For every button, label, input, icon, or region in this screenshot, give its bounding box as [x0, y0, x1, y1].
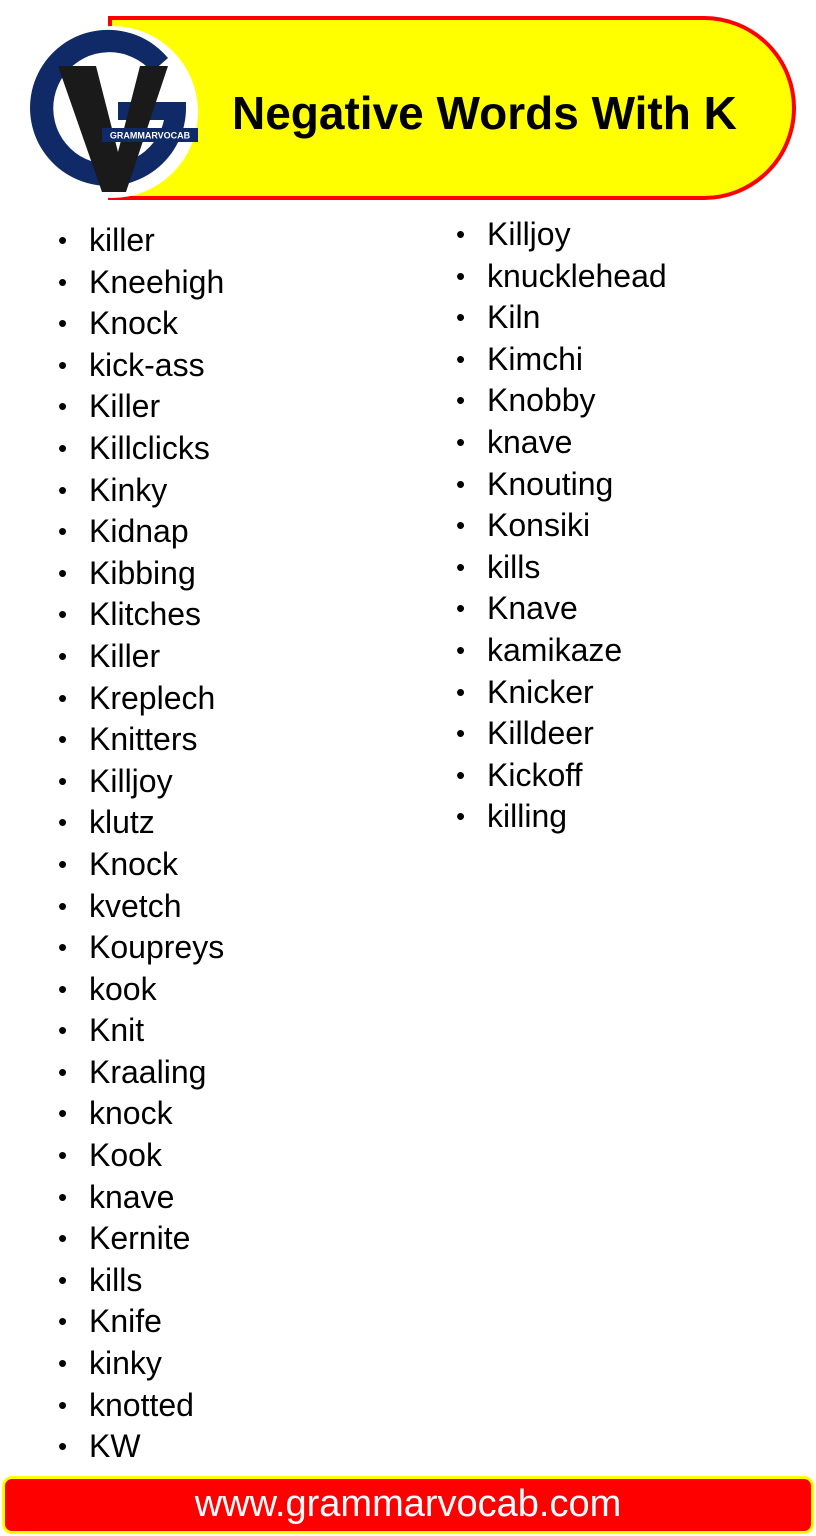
word-text: Kernite: [89, 1220, 191, 1257]
word-text: kills: [89, 1261, 143, 1298]
bullet-icon: •: [58, 1389, 68, 1420]
word-text: Knitters: [89, 721, 198, 758]
word-text: Knave: [487, 590, 578, 627]
word-text: Knicker: [487, 673, 594, 710]
bullet-icon: •: [58, 266, 68, 297]
list-item: [56, 386, 224, 428]
list-item: [454, 547, 667, 589]
word-text: Killclicks: [89, 429, 210, 466]
bullet-icon: •: [456, 343, 466, 374]
bullet-icon: •: [58, 599, 68, 630]
list-item: [56, 927, 224, 969]
word-text: Kraaling: [89, 1053, 207, 1090]
word-text: Knit: [89, 1012, 145, 1049]
bullet-icon: •: [456, 718, 466, 749]
word-text: Killjoy: [487, 216, 571, 252]
word-list-right: [454, 214, 667, 838]
bullet-icon: •: [58, 1431, 68, 1462]
list-item: [56, 636, 224, 678]
word-text: Knock: [89, 305, 178, 342]
list-item: [454, 672, 667, 714]
word-text: Kiln: [487, 299, 541, 336]
list-item: [56, 511, 224, 553]
bullet-icon: •: [456, 634, 466, 665]
bullet-icon: •: [456, 426, 466, 457]
bullet-icon: •: [58, 932, 68, 963]
word-text: Killer: [89, 388, 161, 425]
footer-banner: [2, 1476, 814, 1534]
list-item: [454, 713, 667, 755]
list-item: [454, 297, 667, 339]
bullet-icon: •: [58, 640, 68, 671]
bullet-icon: •: [58, 682, 68, 713]
list-item: [454, 588, 667, 630]
word-text: Kneehigh: [89, 263, 225, 300]
word-text: knucklehead: [487, 257, 667, 294]
word-text: klutz: [89, 804, 155, 841]
word-text: knotted: [89, 1386, 194, 1423]
list-item: [56, 1385, 224, 1427]
bullet-icon: •: [58, 1306, 68, 1337]
bullet-icon: •: [58, 1140, 68, 1171]
bullet-icon: •: [58, 308, 68, 339]
list-item: [56, 1093, 224, 1135]
word-text: Killdeer: [487, 715, 594, 752]
bullet-icon: •: [456, 759, 466, 790]
bullet-icon: •: [456, 468, 466, 499]
word-text: kvetch: [89, 887, 182, 924]
footer-url-link[interactable]: www.grammarvocab.com: [194, 1483, 622, 1525]
word-text: kick-ass: [89, 346, 205, 383]
word-text: Killer: [89, 637, 161, 674]
word-text: kinky: [89, 1345, 162, 1382]
word-text: knave: [487, 423, 573, 460]
bullet-icon: •: [58, 1223, 68, 1254]
bullet-icon: •: [58, 1348, 68, 1379]
bullet-icon: •: [456, 260, 466, 291]
list-item: [454, 630, 667, 672]
bullet-icon: •: [58, 765, 68, 796]
list-item: [56, 1301, 224, 1343]
word-text: killer: [89, 222, 155, 258]
bullet-icon: •: [58, 807, 68, 838]
list-item: [56, 678, 224, 720]
word-text: Kreplech: [89, 679, 216, 716]
word-text: Knock: [89, 845, 178, 882]
bullet-icon: •: [58, 1181, 68, 1212]
list-item: [56, 761, 224, 803]
bullet-icon: •: [58, 516, 68, 547]
list-item: [56, 719, 224, 761]
list-item: [56, 220, 224, 262]
list-item: [56, 470, 224, 512]
word-text: Konsiki: [487, 507, 591, 544]
word-text: KW: [89, 1428, 141, 1465]
word-text: Killjoy: [89, 762, 173, 799]
word-text: kills: [487, 548, 541, 585]
word-text: Kickoff: [487, 756, 583, 793]
list-item: [56, 1260, 224, 1302]
word-text: Kook: [89, 1137, 162, 1174]
list-item: [56, 1135, 224, 1177]
list-item: [454, 256, 667, 298]
grammarvocab-logo: [18, 24, 206, 200]
list-item: [56, 886, 224, 928]
bullet-icon: •: [456, 302, 466, 333]
list-item: [56, 1010, 224, 1052]
word-text: killing: [487, 798, 568, 835]
word-text: Klitches: [89, 596, 202, 633]
bullet-icon: •: [58, 848, 68, 879]
bullet-icon: •: [58, 724, 68, 755]
list-item: [56, 345, 224, 387]
bullet-icon: •: [58, 432, 68, 463]
word-text: knock: [89, 1095, 173, 1132]
bullet-icon: •: [456, 593, 466, 624]
list-item: [56, 1343, 224, 1385]
list-item: [56, 262, 224, 304]
word-text: knave: [89, 1178, 175, 1215]
bullet-icon: •: [456, 676, 466, 707]
list-item: [454, 505, 667, 547]
list-item: [454, 214, 667, 256]
bullet-icon: •: [456, 510, 466, 541]
bullet-icon: •: [58, 349, 68, 380]
bullet-icon: •: [58, 391, 68, 422]
logo-emblem-icon: [18, 24, 206, 200]
list-item: [56, 1052, 224, 1094]
bullet-icon: •: [456, 801, 466, 832]
list-item: [56, 1426, 224, 1468]
bullet-icon: •: [58, 1015, 68, 1046]
bullet-icon: •: [58, 225, 68, 255]
word-list-left: [56, 220, 224, 1468]
word-text: kook: [89, 970, 157, 1007]
list-item: [454, 380, 667, 422]
list-item: [56, 594, 224, 636]
page-title: Negative Words With K: [232, 87, 737, 139]
bullet-icon: •: [58, 1264, 68, 1295]
bullet-icon: •: [58, 474, 68, 505]
word-text: Kinky: [89, 471, 168, 508]
logo-label: GRAMMARVOCAB: [109, 130, 191, 141]
list-item: [56, 969, 224, 1011]
word-text: Knobby: [487, 382, 596, 419]
bullet-icon: •: [58, 890, 68, 921]
word-text: Kidnap: [89, 513, 189, 550]
list-item: [454, 755, 667, 797]
list-item: [56, 1177, 224, 1219]
bullet-icon: •: [58, 1098, 68, 1129]
list-item: [56, 553, 224, 595]
list-item: [56, 428, 224, 470]
list-item: [56, 844, 224, 886]
bullet-icon: •: [58, 1056, 68, 1087]
word-text: Kibbing: [89, 554, 196, 591]
bullet-icon: •: [58, 973, 68, 1004]
word-text: Knouting: [487, 465, 614, 502]
list-item: [454, 464, 667, 506]
word-text: Knife: [89, 1303, 162, 1340]
bullet-icon: •: [456, 385, 466, 416]
bullet-icon: •: [456, 219, 466, 249]
list-item: [56, 1218, 224, 1260]
list-item: [56, 303, 224, 345]
word-text: kamikaze: [487, 631, 623, 668]
list-item: [454, 339, 667, 381]
bullet-icon: •: [456, 551, 466, 582]
bullet-icon: •: [58, 557, 68, 588]
word-text: Koupreys: [89, 929, 225, 966]
list-item: [56, 802, 224, 844]
word-text: Kimchi: [487, 340, 584, 377]
list-item: [454, 796, 667, 838]
list-item: [454, 422, 667, 464]
